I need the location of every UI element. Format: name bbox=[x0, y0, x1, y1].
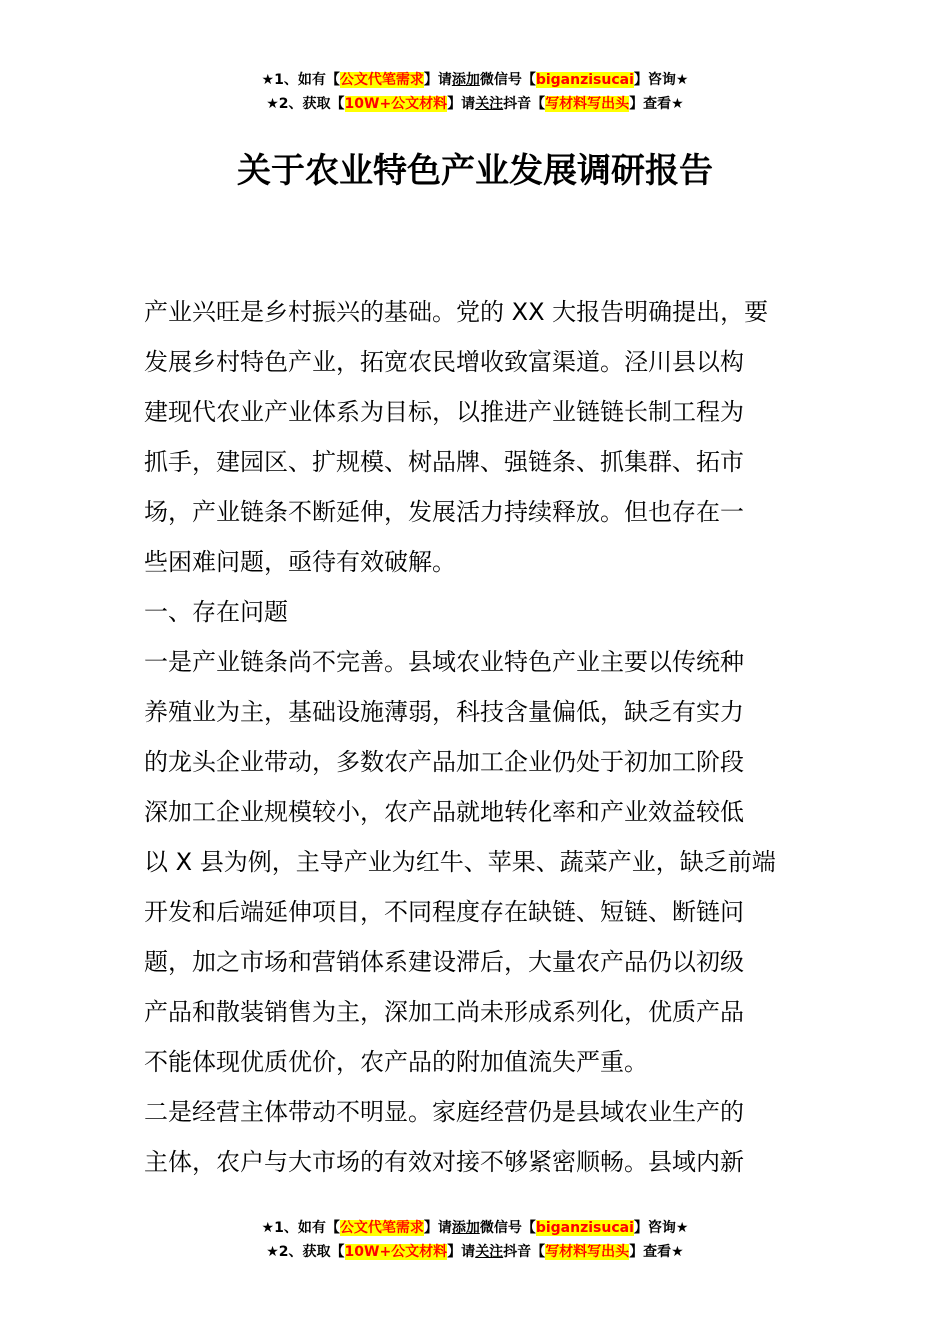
banner-text: 微信号【 bbox=[479, 72, 536, 88]
banner-text: 】请 bbox=[423, 72, 452, 88]
wechat-id: biganzisucai bbox=[535, 72, 634, 88]
bottom-banner bbox=[0, 1216, 950, 1264]
banner-line-1 bbox=[0, 1216, 950, 1240]
banner-text: ★1、如有【 bbox=[261, 72, 340, 88]
douyin-id: 写材料写出头 bbox=[545, 1244, 630, 1260]
body-line: 场，产业链条不断延伸，发展活力持续释放。但也存在一 bbox=[144, 498, 744, 526]
body-line: 抓手，建园区、扩规模、树品牌、强链条、抓集群、拓市 bbox=[144, 448, 744, 476]
body-line: 一是产业链条尚不完善。县域农业特色产业主要以传统种 bbox=[144, 648, 744, 676]
douyin-id: 写材料写出头 bbox=[545, 96, 630, 112]
banner-text: 】咨询★ bbox=[633, 1220, 689, 1236]
body-line: 题，加之市场和营销体系建设滞后，大量农产品仍以初级 bbox=[144, 948, 744, 976]
banner-text: 】咨询★ bbox=[633, 72, 689, 88]
banner-underline: 添加 bbox=[451, 72, 480, 88]
body-line: 以 X 县为例，主导产业为红牛、苹果、蔬菜产业，缺乏前端 bbox=[144, 848, 776, 876]
banner-line-2 bbox=[0, 92, 950, 116]
top-banner bbox=[0, 68, 950, 116]
banner-highlight: 10W+公文材料 bbox=[344, 96, 448, 112]
body-line: 发展乡村特色产业，拓宽农民增收致富渠道。泾川县以构 bbox=[144, 348, 744, 376]
body-line: 养殖业为主，基础设施薄弱，科技含量偏低，缺乏有实力 bbox=[144, 698, 744, 726]
banner-line-1 bbox=[0, 68, 950, 92]
banner-highlight: 公文代笔需求 bbox=[339, 1220, 424, 1236]
body-line: 主体，农户与大市场的有效对接不够紧密顺畅。县域内新 bbox=[144, 1148, 744, 1176]
banner-text: 抖音【 bbox=[503, 96, 546, 112]
banner-text: 】请 bbox=[423, 1220, 452, 1236]
body-line: 产业兴旺是乡村振兴的基础。党的 XX 大报告明确提出，要 bbox=[144, 298, 769, 326]
banner-text: ★2、获取【 bbox=[266, 1244, 345, 1260]
banner-highlight: 10W+公文材料 bbox=[344, 1244, 448, 1260]
body-line: 些困难问题，亟待有效破解。 bbox=[144, 548, 456, 576]
banner-text: 】查看★ bbox=[629, 1244, 684, 1260]
banner-underline: 关注 bbox=[475, 1244, 504, 1260]
body-line: 的龙头企业带动，多数农产品加工企业仍处于初加工阶段 bbox=[144, 748, 744, 776]
document-body bbox=[144, 287, 808, 1187]
banner-text: 】查看★ bbox=[629, 96, 684, 112]
body-line: 开发和后端延伸项目，不同程度存在缺链、短链、断链问 bbox=[144, 898, 744, 926]
body-line: 不能体现优质优价，农产品的附加值流失严重。 bbox=[144, 1048, 648, 1076]
banner-text: 微信号【 bbox=[479, 1220, 536, 1236]
banner-text: 】请 bbox=[447, 1244, 476, 1260]
banner-text: 】请 bbox=[447, 96, 476, 112]
banner-text: ★1、如有【 bbox=[261, 1220, 340, 1236]
wechat-id: biganzisucai bbox=[535, 1220, 634, 1236]
body-line: 深加工企业规模较小，农产品就地转化率和产业效益较低 bbox=[144, 798, 744, 826]
banner-text: 抖音【 bbox=[503, 1244, 546, 1260]
body-line: 产品和散装销售为主，深加工尚未形成系列化，优质产品 bbox=[144, 998, 744, 1026]
body-line: 建现代农业产业体系为目标，以推进产业链链长制工程为 bbox=[144, 398, 744, 426]
banner-highlight: 公文代笔需求 bbox=[339, 72, 424, 88]
banner-text: ★2、获取【 bbox=[266, 96, 345, 112]
body-line: 二是经营主体带动不明显。家庭经营仍是县域农业生产的 bbox=[144, 1098, 744, 1126]
section-heading: 一、存在问题 bbox=[144, 598, 288, 626]
document-title: 关于农业特色产业发展调研报告 bbox=[237, 151, 713, 191]
banner-underline: 关注 bbox=[475, 96, 504, 112]
banner-line-2 bbox=[0, 1240, 950, 1264]
banner-underline: 添加 bbox=[451, 1220, 480, 1236]
